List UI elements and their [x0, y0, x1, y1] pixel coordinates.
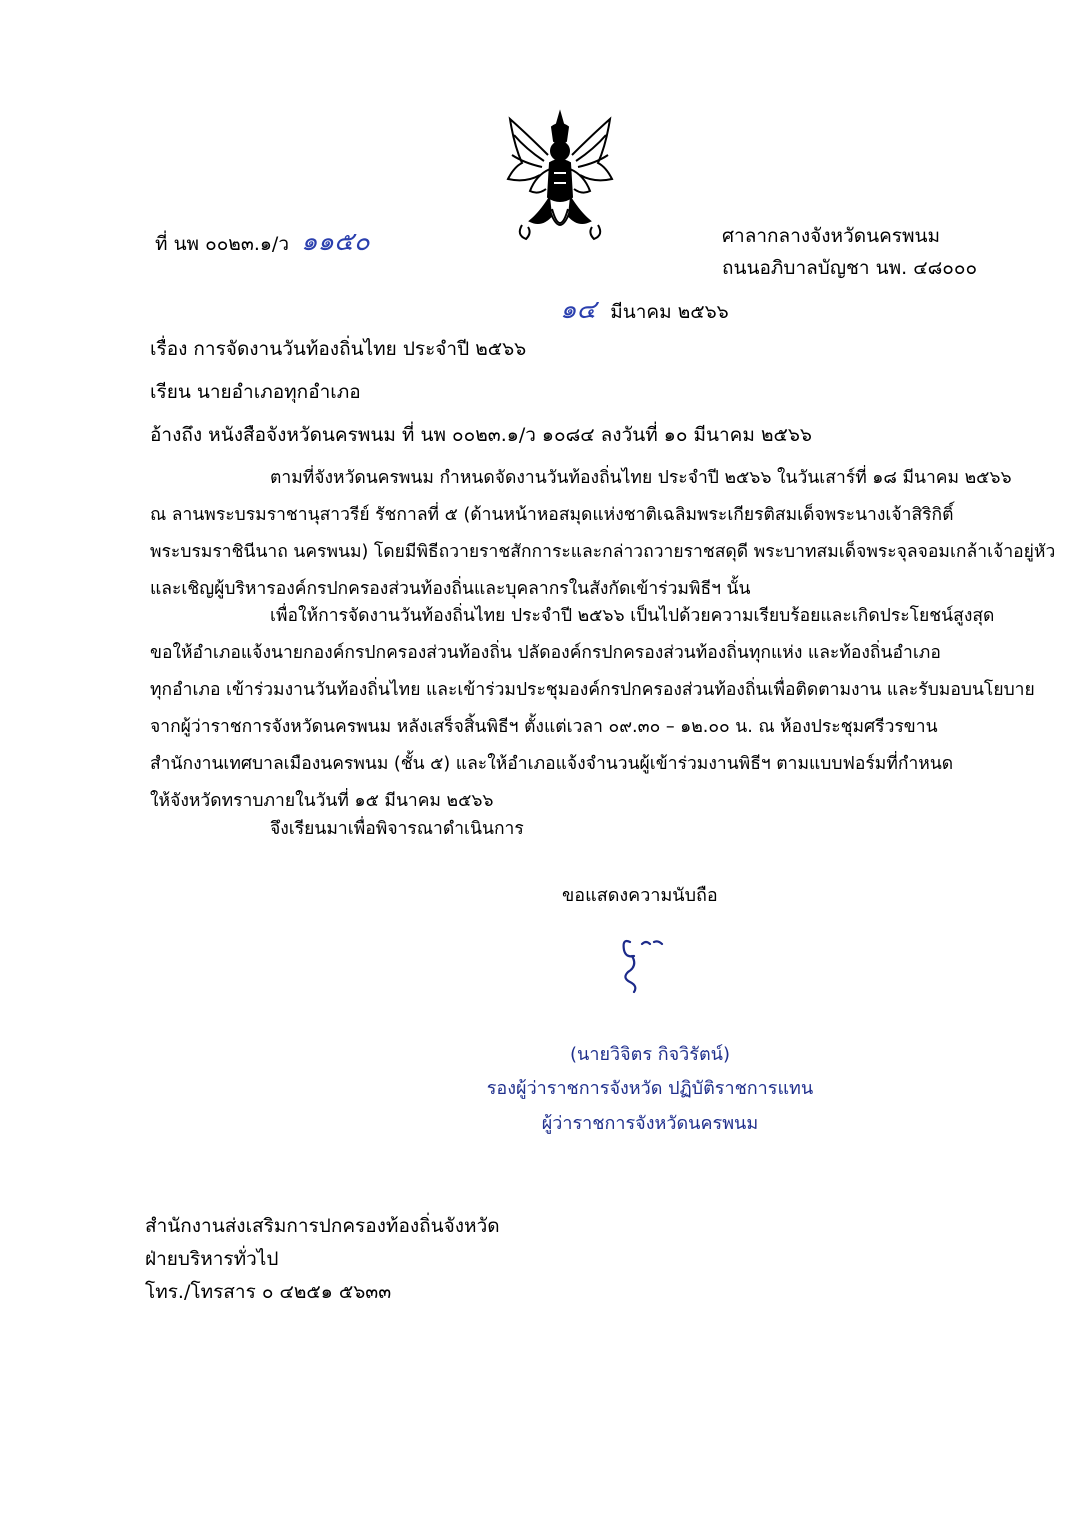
paragraph-1-line: พระบรมราชินีนาถ นครพนม) โดยมีพิธีถวายราชสักการะและกล่าวถวายราชสดุดี พระบาทสมเด็จพระจุลจอมเกล้าเจ้าอยู่หัว [150, 542, 1056, 562]
letter-date [560, 295, 729, 325]
salutation: ขอแสดงความนับถือ [562, 885, 718, 906]
paragraph-1-line: ตามที่จังหวัดนครพนม กำหนดจัดงานวันท้องถิ่นไทย ประจำปี ๒๕๖๖ ในวันเสาร์ที่ ๑๘ มีนาคม ๒๕๖๖ [270, 468, 1012, 488]
paragraph-2-line: ขอให้อำเภอแจ้งนายกองค์กรปกครองส่วนท้องถิ่น ปลัดองค์กรปกครองส่วนท้องถิ่นทุกแห่ง และท้องถิ่นอำเภอ [150, 643, 941, 663]
paragraph-1-line: ณ ลานพระบรมราชานุสาวรีย์ รัชกาลที่ ๕ (ด้านหน้าหอสมุดแห่งชาติเฉลิมพระเกียรติสมเด็จพระนางเจ้าสิริกิติ์ [150, 505, 954, 525]
reference-line: อ้างถึง หนังสือจังหวัดนครพนม ที่ นพ ๐๐๒๓.๑/ว ๑๐๘๔ ลงวันที่ ๑๐ มีนาคม ๒๕๖๖ [150, 424, 812, 446]
signatory-position-line-2: ผู้ว่าราชการจังหวัดนครพนม [541, 1113, 759, 1134]
office-name: ศาลากลางจังหวัดนครพนม [722, 225, 941, 247]
footer-section: ฝ่ายบริหารทั่วไป [145, 1248, 279, 1270]
body-paragraph-1 [150, 460, 1056, 608]
paragraph-2-line: สำนักงานเทศบาลเมืองนครพนม (ชั้น ๕) และให้อำเภอแจ้งจำนวนผู้เข้าร่วมงานพิธีฯ ตามแบบฟอร์มที่กำหนด [150, 754, 954, 774]
paragraph-2-line: ให้จังหวัดทราบภายในวันที่ ๑๕ มีนาคม ๒๕๖๖ [150, 791, 494, 811]
paragraph-2-line: เพื่อให้การจัดงานวันท้องถิ่นไทย ประจำปี ๒๕๖๖ เป็นไปด้วยความเรียบร้อยและเกิดประโยชน์สูงสุด [270, 606, 995, 626]
footer-department: สำนักงานส่งเสริมการปกครองท้องถิ่นจังหวัด [145, 1215, 500, 1237]
footer-contact: โทร./โทรสาร ๐ ๔๒๕๑ ๕๖๓๓ [145, 1281, 392, 1303]
recipient-line: เรียน นายอำเภอทุกอำเภอ [150, 381, 361, 403]
signatory-name: (นายวิจิตร กิจวิรัตน์) [570, 1044, 730, 1065]
paragraph-2-line: ทุกอำเภอ เข้าร่วมงานวันท้องถิ่นไทย และเข้าร่วมประชุมองค์กรปกครองส่วนท้องถิ่นเพื่อติดตามงาน และรับมอบนโยบาย [150, 680, 1035, 700]
signatory-position-line-1: รองผู้ว่าราชการจังหวัด ปฏิบัติราชการแทน [486, 1078, 814, 1099]
body-paragraph-2 [150, 598, 1035, 820]
reference-number [155, 227, 370, 257]
reference-number-prefix: ที่ นพ ๐๐๒๓.๑/ว [155, 233, 289, 255]
reference-number-handwritten: ๑๑๕๐ [301, 227, 370, 257]
paragraph-2-line: จากผู้ว่าราชการจังหวัดนครพนม หลังเสร็จสิ้นพิธีฯ ตั้งแต่เวลา ๐๙.๓๐ – ๑๒.๐๐ น. ณ ห้องประชุมศรีวรขาน [150, 717, 938, 737]
office-address: ถนนอภิบาลบัญชา นพ. ๔๘๐๐๐ [722, 257, 978, 279]
closing-request: จึงเรียนมาเพื่อพิจารณาดำเนินการ [270, 819, 524, 839]
date-month-year: มีนาคม ๒๕๖๖ [610, 301, 729, 323]
subject-line: เรื่อง การจัดงานวันท้องถิ่นไทย ประจำปี ๒๕๖๖ [150, 338, 527, 360]
paragraph-1-line: และเชิญผู้บริหารองค์กรปกครองส่วนท้องถิ่นและบุคลากรในสังกัดเข้าร่วมพิธีฯ นั้น [150, 579, 751, 599]
handwritten-signature [608, 930, 668, 1000]
date-day-handwritten: ๑๔ [560, 295, 597, 325]
garuda-emblem-icon [500, 105, 620, 255]
